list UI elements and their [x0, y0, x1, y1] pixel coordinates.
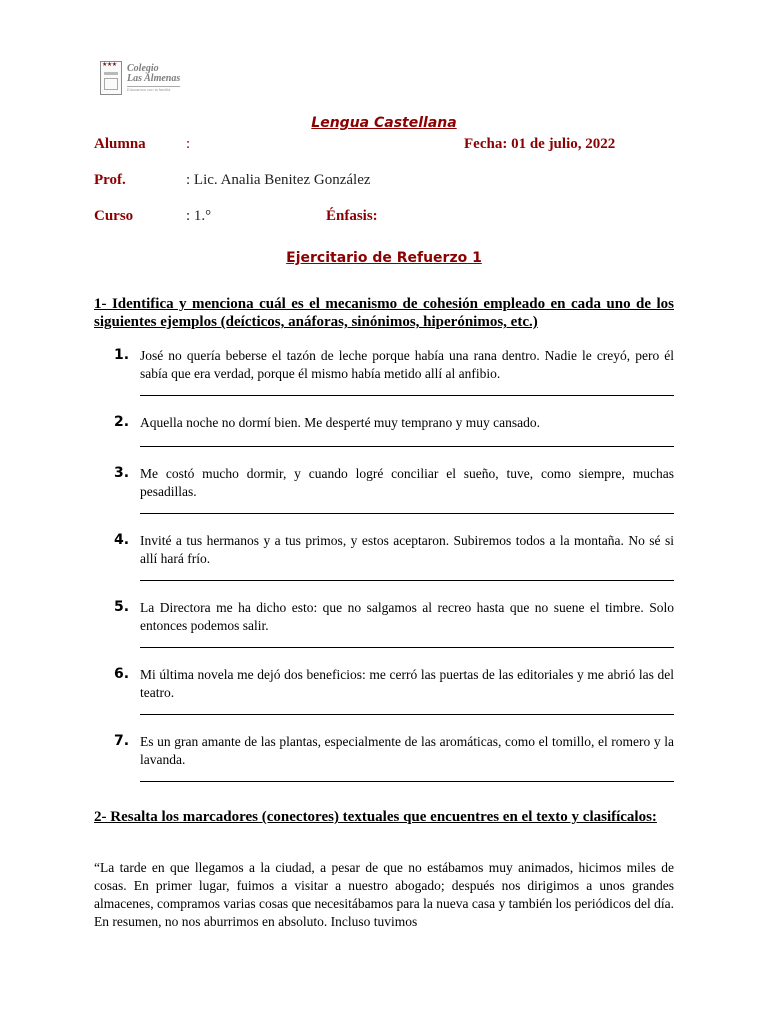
worksheet-title: Ejercitario de Refuerzo 1 — [286, 250, 482, 266]
answer-line[interactable] — [140, 395, 674, 396]
question-text: Aquella noche no dormí bien. Me desperté muy temprano y muy cansado. — [140, 415, 541, 430]
course-value: : 1.° — [186, 208, 212, 224]
school-logo — [100, 59, 196, 97]
date-label: Fecha: 01 de julio, 2022 — [464, 136, 616, 152]
question-number: 6. — [114, 666, 130, 682]
answer-line[interactable] — [140, 446, 674, 447]
logo-name-line2: Las Almenas — [127, 73, 181, 84]
answer-line[interactable] — [140, 513, 674, 514]
question-number: 7. — [114, 733, 130, 749]
question-text: Me costó mucho dormir, y cuando logré conciliar el sueño, tuve, como siempre, muchas pesadillas. — [140, 466, 674, 499]
answer-line[interactable] — [140, 781, 674, 782]
logo-tagline: Educamos con la familia — [127, 86, 180, 92]
student-label: Alumna — [94, 136, 146, 152]
question-number: 1. — [114, 347, 130, 363]
section2-heading: 2- Resalta los marcadores (conectores) textuales que encuentres en el texto y clasifícalos: — [94, 809, 657, 825]
question-text: La Directora me ha dicho esto: que no salgamos al recreo hasta que no suene el timbre. Solo entonces podemos salir. — [140, 600, 674, 633]
answer-line[interactable] — [140, 714, 674, 715]
question-number: 3. — [114, 465, 130, 481]
school-crest-icon: ★★★ — [100, 61, 122, 95]
section1-heading: 1- Identifica y menciona cuál es el mecanismo de cohesión empleado en cada uno de los siguientes ejemplos (deícticos, anáforas, sinónimos, hiperónimos, etc.) — [94, 296, 674, 330]
teacher-value: : Lic. Analia Benitez González — [186, 172, 371, 188]
emphasis-label: Énfasis: — [326, 208, 378, 224]
teacher-label: Prof. — [94, 172, 126, 188]
student-colon: : — [186, 136, 191, 152]
question-text: Es un gran amante de las plantas, especialmente de las aromáticas, como el tomillo, el romero y la lavanda. — [140, 734, 674, 767]
logo-name-line1: Colegio — [127, 63, 159, 74]
logo-text — [127, 64, 180, 92]
answer-line[interactable] — [140, 647, 674, 648]
course-label: Curso — [94, 208, 134, 224]
question-number: 2. — [114, 414, 130, 430]
question-number: 5. — [114, 599, 130, 615]
question-number: 4. — [114, 532, 130, 548]
section2-quote-text: “La tarde en que llegamos a la ciudad, a pesar de que no estábamos muy animados, hicimos miles de cosas. En primer lugar, fuimos a visitar a nuestro abogado; después nos dirigimos a unos grandes almacenes, compramos varias cosas que necesitábamos para la nueva casa y también los periódicos del día. En resumen, no nos aburrimos en absoluto. Incluso tuvimos — [94, 860, 674, 929]
question-text: José no quería beberse el tazón de leche porque había una rana dentro. Nadie le creyó, pero él sabía que era verdad, porque él mismo había metido allí al anfibio. — [140, 348, 674, 381]
question-text: Mi última novela me dejó dos beneficios: me cerró las puertas de las editoriales y me abrió las del teatro. — [140, 667, 674, 700]
subject-title: Lengua Castellana — [311, 115, 457, 131]
answer-line[interactable] — [140, 580, 674, 581]
question-text: Invité a tus hermanos y a tus primos, y estos aceptaron. Subiremos todos a la montaña. No sé si allí hará frío. — [140, 533, 674, 566]
